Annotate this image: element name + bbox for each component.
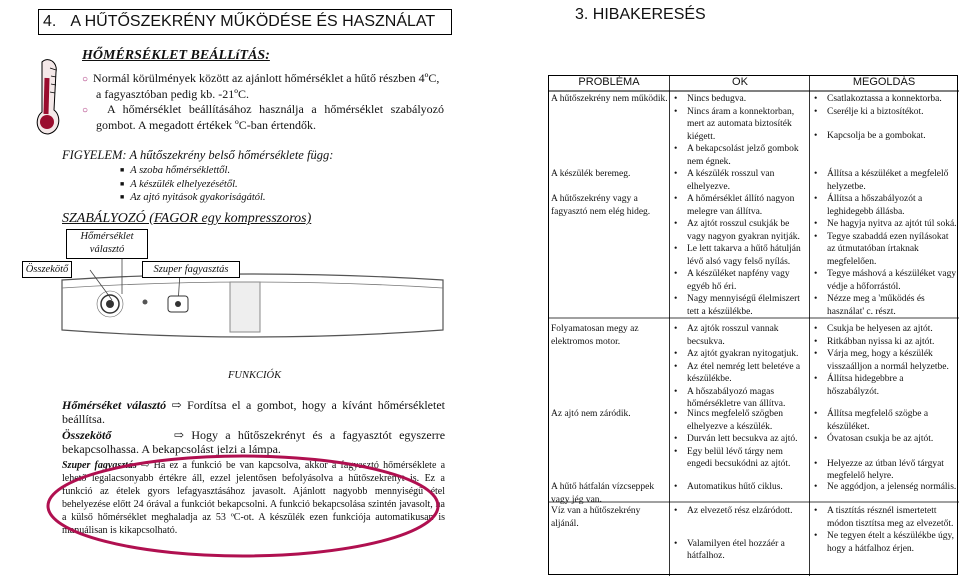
list-item: • Nincs megfelelő szögben elhelyezve a készülék. <box>671 408 809 433</box>
connector-label: Összekötő <box>22 261 72 278</box>
functions-title: FUNKCIÓK <box>228 370 282 381</box>
table-row-problem: A hűtőszekrény nem működik. <box>551 94 668 104</box>
list-item: • A bekapcsolást jelző gombok nem égnek. <box>671 143 809 168</box>
arrow-right-icon: ⇨ <box>171 398 182 412</box>
highlight-oval <box>38 446 458 566</box>
bullet-marker-icon: ○ <box>82 105 107 116</box>
list-item: • Óvatosan csukja be az ajtót. <box>811 433 957 446</box>
table-row-causes <box>671 505 809 563</box>
list-item: • Állítsa megfelelő szögbe a készüléket. <box>811 408 957 433</box>
table-row-problem: Víz van a hűtőszekrény aljánál. <box>551 506 641 529</box>
subtitle-temperature-setting: HŐMÉRSÉKLET BEÁLLíTÁS: <box>82 48 270 63</box>
list-item: • Le lett takarva a hűtő hátulján lévő alsó vagy felső nyílás. <box>671 243 809 268</box>
bullet-item: ○ A hőmérséklet beállításához használja a hőmérséklet szabályozó gombot. A megadott értékek ºC-ban értendők. <box>82 102 444 132</box>
troubleshooting-table <box>548 75 958 575</box>
list-item: • Az ajtók rosszul vannak becsukva. <box>671 323 809 348</box>
table-row-causes <box>671 193 809 318</box>
list-item: • A készülék rosszul van elhelyezve. <box>671 168 809 193</box>
warning-item: ■ A szoba hőmérséklettől. <box>120 164 266 178</box>
bullet-marker-icon: ○ <box>82 74 94 85</box>
arrow-right-icon: ⇨ <box>173 428 185 442</box>
list-item: • Az étel nemrég lett beletéve a készülékbe. <box>671 361 809 386</box>
column-header: PROBLÉMA <box>578 76 640 88</box>
list-item: • Az elvezető rész elzáródott. <box>671 505 809 518</box>
list-item: • Nincs áram a konnektorban, mert az automata biztosíték kiégett. <box>671 106 809 144</box>
warning-item: ■ Az ajtó nyitások gyakoriságától. <box>120 191 266 205</box>
list-item: • Várja meg, hogy a készülék visszaálljon a normál helyzetbe. <box>811 348 957 373</box>
list-item: • Ne tegyen ételt a készülékbe úgy, hogy a hátfalhoz érjen. <box>811 530 957 555</box>
table-row-causes <box>671 93 809 168</box>
section-header <box>38 9 452 35</box>
section-title: A HŰTŐSZEKRÉNY MŰKÖDÉSE ÉS HASZNÁLAT <box>70 13 436 30</box>
table-row-solutions <box>811 323 957 398</box>
table-row-problem: A hűtőszekrény vagy a fagyasztó nem elég hideg. <box>551 194 651 217</box>
list-item: • A hőmérséklet állító nagyon melegre van állítva. <box>671 193 809 218</box>
function-temp-selector: Hőmérséket választó ⇨ Fordítsa el a gombot, hogy a kívánt hőmérsékletet beállítsa. <box>62 398 445 426</box>
control-panel-diagram <box>60 248 445 366</box>
thermometer-icon <box>28 58 68 138</box>
list-item: • Csukja be helyesen az ajtót. <box>811 323 957 336</box>
table-row-problem: A hűtő hátfalán vízcseppek vagy jég van. <box>551 482 655 505</box>
list-item: • Durván lett becsukva az ajtó. <box>671 433 809 446</box>
list-item: • Egy belül lévő tárgy nem engedi becsukódni az ajtót. <box>671 446 809 471</box>
section-number: 4. <box>43 13 57 30</box>
subtitle-regulator: SZABÁLYOZÓ (FAGOR egy kompresszoros) <box>62 211 312 226</box>
list-item: • Cserélje ki a biztosítékot. <box>811 106 957 119</box>
super-freeze-label: Szuper fagyasztás <box>142 261 240 278</box>
function-label: Hőmérséket választó <box>62 398 167 412</box>
column-header: OK <box>732 76 748 88</box>
warning-item: ■ A készülék elhelyezésétől. <box>120 178 266 192</box>
list-item: • Ne aggódjon, a jelenség normális. <box>811 481 957 494</box>
table-row-solutions <box>811 481 957 494</box>
list-item: • A készüléket napfény vagy egyéb hő éri. <box>671 268 809 293</box>
list-item: • A tisztítás résznél ismertetett módon tisztítsa meg az elvezetőt. <box>811 505 957 530</box>
list-item: • Helyezze az útban lévő tárgyat megfelelő helyre. <box>811 458 957 483</box>
table-row-causes <box>671 408 809 471</box>
list-item: • Nagy mennyiségű élelmiszert tett a készülékbe. <box>671 293 809 318</box>
list-item: • Kapcsolja be a gombokat. <box>811 130 957 143</box>
temperature-selector-label: Hőmérséklet választó <box>66 229 148 259</box>
bullet-item: ○ Normál körülmények között az ajánlott hőmérséklet a hűtő részben 4ºC, a fagyasztóban pedig kb. -21ºC. <box>82 71 440 101</box>
bullet-list <box>82 71 444 133</box>
list-item: • A hőszabályozó magas hőmérsékletre van állítva. <box>671 386 809 411</box>
list-item: • Állítsa hidegebbre a hőszabályzót. <box>811 373 957 398</box>
warning-title: FIGYELEM: A hűtőszekrény belső hőmérséklete függ: <box>62 148 334 162</box>
table-row-solutions <box>811 93 957 143</box>
table-row-solutions <box>811 168 957 193</box>
list-item: • Tegye szabaddá ezen nyílásokat az útmutatóban írtaknak megfelelően. <box>811 231 957 269</box>
page-title: 3. HIBAKERESÉS <box>575 6 706 23</box>
list-item: • Csatlakoztassa a konnektorba. <box>811 93 957 106</box>
list-item: • Ritkábban nyissa ki az ajtót. <box>811 336 957 349</box>
list-item: • Automatikus hűtő ciklus. <box>671 481 809 494</box>
table-row-solutions <box>811 408 957 483</box>
table-row-causes <box>671 168 809 193</box>
table-row-causes <box>671 481 809 494</box>
list-item: • Tegye máshová a készüléket vagy védje a hőforrástól. <box>811 268 957 293</box>
table-row-problem: A készülék beremeg. <box>551 169 631 179</box>
column-header: MEGOLDÁS <box>852 76 916 88</box>
table-row-problem: Az ajtó nem záródik. <box>551 409 631 419</box>
list-item: • Ne hagyja nyitva az ajtót túl soká. <box>811 218 957 231</box>
list-item: • Nincs bedugva. <box>671 93 809 106</box>
list-item: • Az ajtót rosszul csukják be vagy nagyon gyakran nyitják. <box>671 218 809 243</box>
arrow-right-icon: ⇨ <box>141 460 150 471</box>
list-item: • Valamilyen étel hozzáér a hátfalhoz. <box>671 538 809 563</box>
table-row-problem: Folyamatosan megy az elektromos motor. <box>551 324 639 347</box>
function-connector: Összekötő ⇨ Hogy a hűtőszekrényt és a fagyasztót egyszerre bekapcsolhassa. A bekapcsolást jelzi a lámpa. <box>62 428 446 456</box>
warning-list <box>120 164 266 205</box>
function-label: Szuper fagyasztás <box>62 460 137 471</box>
function-super-freeze: Szuper fagyasztás ⇨ Ha ez a funkció be van kapcsolva, akkor a fagyasztó hőmérséklete a lehető legalacsonyabb értékre áll, ezzel jelentősen befolyásolva a hűtőszekrényt is. Ez a funkció az ételek gyors lefagyasztásához javasolt. Ajánlott nagyobb mennyiségű étel behelyezése előtt 24 órával a funkciót bekapcsolni. A funkció bekapcsolása szintén javasolt, ha a külső hőmérséklet meghaladja az 53 ºC-ot. A készülék ezen funkciója automatikusan is manuálisan is kikapcsolható. <box>62 460 446 536</box>
table-row-causes <box>671 323 809 411</box>
function-label: Összekötő <box>62 428 112 442</box>
table-row-solutions <box>811 193 957 318</box>
list-item: • Az ajtót gyakran nyitogatjuk. <box>671 348 809 361</box>
table-row-solutions <box>811 505 957 555</box>
list-item: • Nézze meg a 'működés és használat' c. részt. <box>811 293 957 318</box>
list-item: • Állítsa a hőszabályozót a leghidegebb állásba. <box>811 193 957 218</box>
list-item: • Állítsa a készüléket a megfelelő helyzetbe. <box>811 168 957 193</box>
